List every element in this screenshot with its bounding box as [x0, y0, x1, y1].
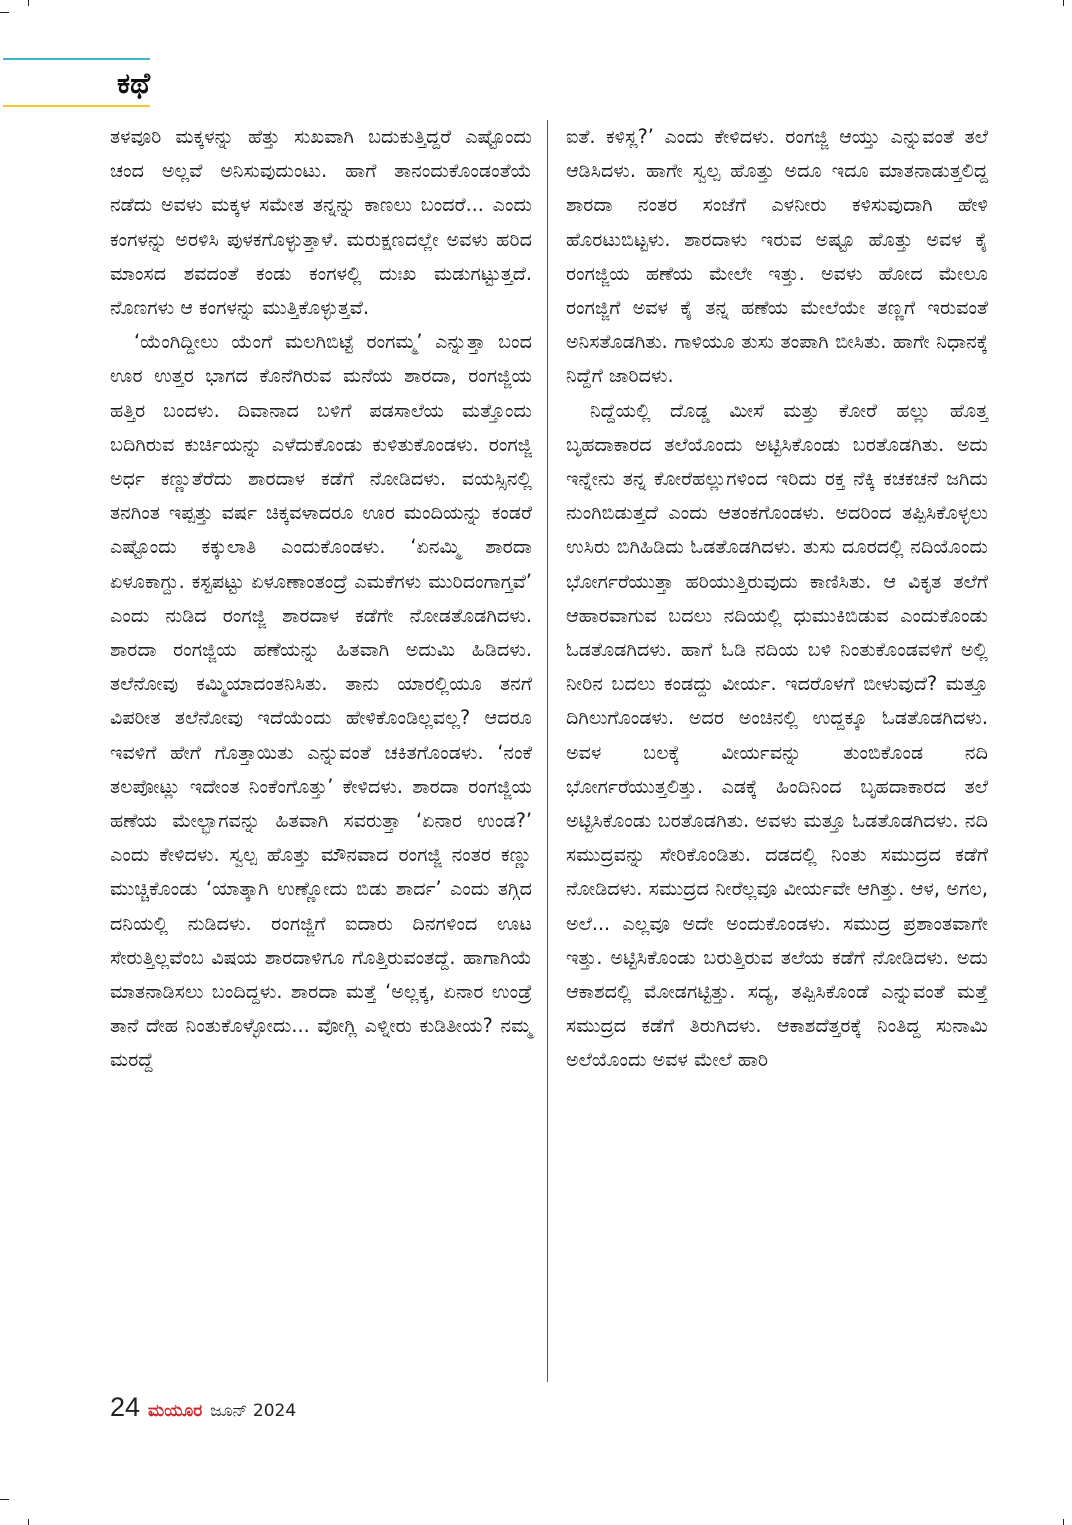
paragraph: ಐತೆ. ಕಳಿಸ್ಲ?’ ಎಂದು ಕೇಳಿದಳು. ರಂಗಜ್ಜಿ ಆಯ್ತು ಎನ್ನುವಂತೆ ತಲೆ ಆಡಿಸಿದಳು. ಹಾಗೇ ಸ್ವಲ್ಪ ಹೊತ್ತು ಅದೂ ಇದೂ ಮಾತನಾಡುತ್ತಲಿದ್ದ ಶಾರದಾ ನಂತರ ಸಂಜೆಗೆ ಎಳನೀರು ಕಳಿಸುವುದಾಗಿ ಹೇಳಿ ಹೊರಟುಬಿಟ್ಟಳು. ಶಾರದಾಳು ಇರುವ ಅಷ್ಟೂ ಹೊತ್ತು ಅವಳ ಕೈ ರಂಗಜ್ಜಿಯ ಹಣೆಯ ಮೇಲೇ ಇತ್ತು. ಅವಳು ಹೋದ ಮೇಲೂ ರಂಗಜ್ಜಿಗೆ ಅವಳ ಕೈ ತನ್ನ ಹಣೆಯ ಮೇಲೆಯೇ ತಣ್ಣಗೆ ಇರುವಂತೆ ಅನಿಸತೊಡಗಿತು. ಗಾಳಿಯೂ ತುಸು ತಂಪಾಗಿ ಬೀಸಿತು. ಹಾಗೇ ನಿಧಾನಕ್ಕೆ ನಿದ್ದೆಗೆ ಜಾರಿದಳು. [566, 125, 988, 388]
crop-mark [1063, 1519, 1064, 1525]
column-divider [547, 120, 548, 1382]
section-header [3, 58, 150, 108]
crop-mark [28, 1519, 29, 1525]
section-label: ಕಥೆ [117, 66, 150, 100]
paragraph: ‘ಯೆಂಗಿದ್ದೀಲು ಯೆಂಗೆ ಮಲಗಿಬಿಟ್ಟೆ ರಂಗಮ್ಮ’ ಎನ್ನುತ್ತಾ ಬಂದ ಊರ ಉತ್ತರ ಭಾಗದ ಕೊನೆಗಿರುವ ಮನೆಯ ಶಾರದಾ, ರಂಗಜ್ಜಿಯ ಹತ್ತಿರ ಬಂದಳು. ದಿವಾನಾದ ಬಳಿಗೆ ಪಡಸಾಲೆಯ ಮತ್ತೊಂದು ಬದಿಗಿರುವ ಕುರ್ಚಿಯನ್ನು ಎಳೆದುಕೊಂಡು ಕುಳಿತುಕೊಂಡಳು. ರಂಗಜ್ಜಿ ಅರ್ಧ ಕಣ್ಣುತೆರೆದು ಶಾರದಾಳ ಕಡೆಗೆ ನೋಡಿದಳು. ವಯಸ್ಸಿನಲ್ಲಿ ತನಗಿಂತ ಇಪ್ಪತ್ತು ವರ್ಷ ಚಿಕ್ಕವಳಾದರೂ ಊರ ಮಂದಿಯನ್ನು ಕಂಡರೆ ಎಷ್ಟೊಂದು ಕಕ್ಕುಲಾತಿ ಎಂದುಕೊಂಡಳು. ‘ಏನಮ್ಮಿ ಶಾರದಾ ಏಳೂಕಾಗ್ದು. ಕಸ್ಟಪಟ್ಟು ಏಳೂಣಾಂತಂದ್ರೆ ಎಮಕೆಗಳು ಮುರಿದಂಗಾಗ್ತವೆ’ ಎಂದು ನುಡಿದ ರಂಗಜ್ಜಿ ಶಾರದಾಳ ಕಡೆಗೇ ನೋಡತೊಡಗಿದಳು. ಶಾರದಾ ರಂಗಜ್ಜಿಯ ಹಣೆಯನ್ನು ಹಿತವಾಗಿ ಅದುಮಿ ಹಿಡಿದಳು. ತಲೆನೋವು ಕಮ್ಮಿಯಾದಂತನಿಸಿತು. ತಾನು ಯಾರಲ್ಲಿಯೂ ತನಗೆ ವಿಪರೀತ ತಲೆನೋವು ಇದೆಯೆಂದು ಹೇಳಿಕೊಂಡಿಲ್ಲವಲ್ಲ? ಆದರೂ ಇವಳಿಗೆ ಹೇಗೆ ಗೊತ್ತಾಯಿತು ಎನ್ನುವಂತೆ ಚಕಿತಗೊಂಡಳು. ‘ನಂಕೆ ತಲಪೋಟ್ಲು ಇದೇಂತ ನಿಂಕೆಂಗೊತ್ತು’ ಕೇಳಿದಳು. ಶಾರದಾ ರಂಗಜ್ಜಿಯ ಹಣೆಯ ಮೇಲ್ಭಾಗವನ್ನು ಹಿತವಾಗಿ ಸವರುತ್ತಾ ‘ಏನಾರ ಉಂಡ?’ ಎಂದು ಕೇಳಿದಳು. ಸ್ವಲ್ಪ ಹೊತ್ತು ಮೌನವಾದ ರಂಗಜ್ಜಿ ನಂತರ ಕಣ್ಣು ಮುಚ್ಚಿಕೊಂಡು ‘ಯಾತ್ಕಾಗಿ ಉಣ್ಣೋದು ಬಿಡು ಶಾರ್ದ’ ಎಂದು ತಗ್ಗಿದ ದನಿಯಲ್ಲಿ ನುಡಿದಳು. ರಂಗಜ್ಜಿಗೆ ಐದಾರು ದಿನಗಳಿಂದ ಊಟ ಸೇರುತ್ತಿಲ್ಲವೆಂಬ ವಿಷಯ ಶಾರದಾಳಿಗೂ ಗೊತ್ತಿರುವಂತದ್ದೆ. ಹಾಗಾಗಿಯೆ ಮಾತನಾಡಿಸಲು ಬಂದಿದ್ದಳು. ಶಾರದಾ ಮತ್ತೆ ‘ಅಲ್ಲಕ್ಕ, ಏನಾರ ಉಂಡ್ರೆ ತಾನೆ ದೇಹ ನಿಂತುಕೊಳ್ಳೋದು... ವೋಗ್ಲಿ ಎಳ್ನೀರು ಕುಡಿತೀಯ? ನಮ್ಮ ಮರದ್ದೆ [110, 330, 532, 1072]
page-number: 24 [110, 1392, 141, 1422]
crop-mark [0, 12, 9, 13]
crop-mark [28, 0, 29, 6]
crop-mark [1063, 0, 1064, 6]
issue-date: ಜೂನ್ 2024 [210, 1401, 297, 1421]
crop-mark [0, 1499, 9, 1500]
section-rule-bottom [3, 105, 150, 107]
paragraph: ತಳವೂರಿ ಮಕ್ಕಳನ್ನು ಹೆತ್ತು ಸುಖವಾಗಿ ಬದುಕುತ್ತಿದ್ದರೆ ಎಷ್ಟೊಂದು ಚಂದ ಅಲ್ಲವೆ ಅನಿಸುವುದುಂಟು. ಹಾಗೆ ತಾನಂದುಕೊಂಡಂತೆಯೆ ನಡೆದು ಅವಳು ಮಕ್ಕಳ ಸಮೇತ ತನ್ನನ್ನು ಕಾಣಲು ಬಂದರೆ... ಎಂದು ಕಂಗಳನ್ನು ಅರಳಿಸಿ ಪುಳಕಗೊಳ್ಳುತ್ತಾಳೆ. ಮರುಕ್ಷಣದಲ್ಲೇ ಅವಳು ಹರಿದ ಮಾಂಸದ ಶವದಂತೆ ಕಂಡು ಕಂಗಳಲ್ಲಿ ದುಃಖ ಮಡುಗಟ್ಟುತ್ತದೆ. ನೊಣಗಳು ಆ ಕಂಗಳನ್ನು ಮುತ್ತಿಕೊಳ್ಳುತ್ತವೆ. [110, 125, 532, 320]
section-rule-top [3, 58, 150, 60]
paragraph: ನಿದ್ದೆಯಲ್ಲಿ ದೊಡ್ಡ ಮೀಸೆ ಮತ್ತು ಕೋರೆ ಹಲ್ಲು ಹೊತ್ತ ಬೃಹದಾಕಾರದ ತಲೆಯೊಂದು ಅಟ್ಟಿಸಿಕೊಂಡು ಬರತೊಡಗಿತು. ಅದು ಇನ್ನೇನು ತನ್ನ ಕೋರೆಹಲ್ಲುಗಳಿಂದ ಇರಿದು ರಕ್ತ ನೆಕ್ಕಿ ಕಚಕಚನೆ ಜಗಿದು ನುಂಗಿಬಿಡುತ್ತದೆ ಎಂದು ಆತಂಕಗೊಂಡಳು. ಅದರಿಂದ ತಪ್ಪಿಸಿಕೊಳ್ಳಲು ಉಸಿರು ಬಿಗಿಹಿಡಿದು ಓಡತೊಡಗಿದಳು. ತುಸು ದೂರದಲ್ಲಿ ನದಿಯೊಂದು ಭೋರ್ಗರೆಯುತ್ತಾ ಹರಿಯುತ್ತಿರುವುದು ಕಾಣಿಸಿತು. ಆ ವಿಕೃತ ತಲೆಗೆ ಆಹಾರವಾಗುವ ಬದಲು ನದಿಯಲ್ಲಿ ಧುಮುಕಿಬಿಡುವ ಎಂದುಕೊಂಡು ಓಡತೊಡಗಿದಳು. ಹಾಗೆ ಓಡಿ ನದಿಯ ಬಳಿ ನಿಂತುಕೊಂಡವಳಿಗೆ ಅಲ್ಲಿ ನೀರಿನ ಬದಲು ಕಂಡದ್ದು ವೀರ್ಯ. ಇದರೊಳಗೆ ಬೀಳುವುದೆ? ಮತ್ತೂ ದಿಗಿಲುಗೊಂಡಳು. ಅದರ ಅಂಚಿನಲ್ಲಿ ಉದ್ದಕ್ಕೂ ಓಡತೊಡಗಿದಳು. ಅವಳ ಬಲಕ್ಕೆ ವೀರ್ಯವನ್ನು ತುಂಬಿಕೊಂಡ ನದಿ ಭೋರ್ಗರೆಯುತ್ತಲಿತ್ತು. ಎಡಕ್ಕೆ ಹಿಂದಿನಿಂದ ಬೃಹದಾಕಾರದ ತಲೆ ಅಟ್ಟಿಸಿಕೊಂಡು ಬರತೊಡಗಿತು. ಅವಳು ಮತ್ತೂ ಓಡತೊಡಗಿದಳು. ನದಿ ಸಮುದ್ರವನ್ನು ಸೇರಿಕೊಂಡಿತು. ದಡದಲ್ಲಿ ನಿಂತು ಸಮುದ್ರದ ಕಡೆಗೆ ನೋಡಿದಳು. ಸಮುದ್ರದ ನೀರೆಲ್ಲವೂ ವೀರ್ಯವೇ ಆಗಿತ್ತು. ಆಳ, ಅಗಲ, ಅಲೆ... ಎಲ್ಲವೂ ಅದೇ ಅಂದುಕೊಂಡಳು. ಸಮುದ್ರ ಪ್ರಶಾಂತವಾಗೇ ಇತ್ತು. ಅಟ್ಟಿಸಿಕೊಂಡು ಬರುತ್ತಿರುವ ತಲೆಯ ಕಡೆಗೆ ನೋಡಿದಳು. ಅದು ಆಕಾಶದಲ್ಲಿ ಮೋಡಗಟ್ಟಿತ್ತು. ಸದ್ಯ, ತಪ್ಪಿಸಿಕೊಂಡೆ ಎನ್ನುವಂತೆ ಮತ್ತೆ ಸಮುದ್ರದ ಕಡೆಗೆ ತಿರುಗಿದಳು. ಆಕಾಶದೆತ್ತರಕ್ಕೆ ನಿಂತಿದ್ದ ಸುನಾಮಿ ಅಲೆಯೊಂದು ಅವಳ ಮೇಲೆ ಹಾರಿ [566, 398, 988, 1072]
article-column-right [566, 120, 988, 1078]
article-column-left [110, 120, 532, 1078]
magazine-logo: ಮಯೂರ [148, 1401, 203, 1421]
page-footer [110, 1392, 296, 1428]
